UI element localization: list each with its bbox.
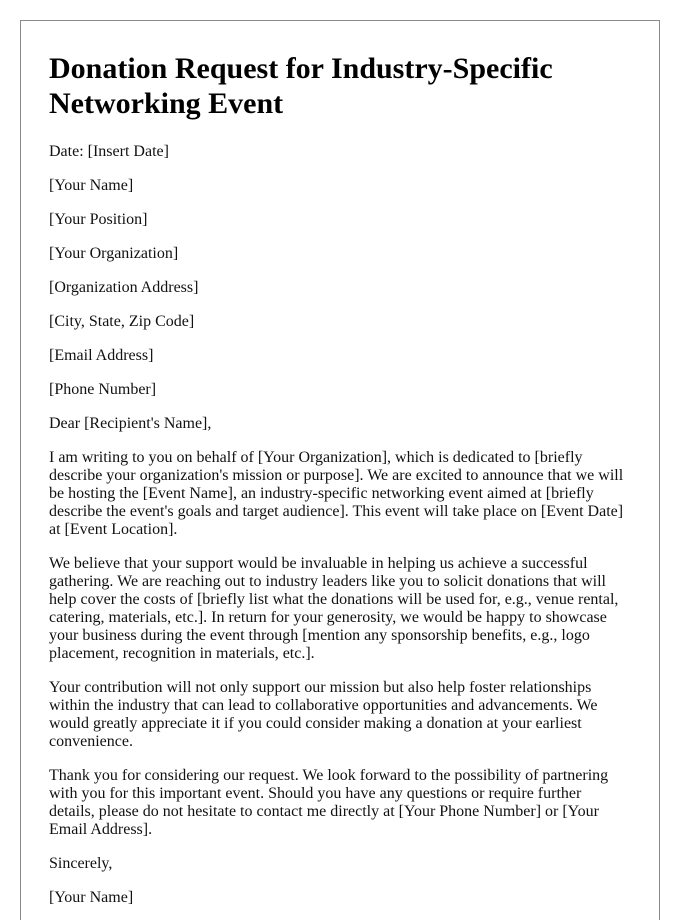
letter-page [20, 20, 660, 920]
sender-name: [Your Name] [49, 177, 134, 194]
sender-phone: [Phone Number] [49, 381, 157, 398]
body-paragraph: Your contribution will not only support our mission but also help foster relationships within the industry that can lead to collaborative opportunities and advancements. We would greatly appreciate it if you could consider making a donation at your earliest convenience. [49, 679, 598, 750]
sender-organization: [Your Organization] [49, 245, 179, 262]
body-paragraph: Thank you for considering our request. We look forward to the possibility of partnering with you for this important event. Should you have any questions or require further details, please do not hesitate to contact me directly at [Your Phone Number] or [Your Email Address]. [49, 767, 609, 838]
date-line: Date: [Insert Date] [49, 143, 169, 160]
body-paragraph: I am writing to you on behalf of [Your Organization], which is dedicated to [briefly describe your organization's mission or purpose]. We are excited to announce that we will be hosting the [Event Name], an industry-specific networking event aimed at [briefly describe the event's goals and target audience]. This event will take place on [Event Date] at [Event Location]. [49, 449, 624, 538]
closing: Sincerely, [49, 855, 113, 872]
body-paragraph: We believe that your support would be invaluable in helping us achieve a successful gathering. We are reaching out to industry leaders like you to solicit donations that will help cover the costs of [briefly list what the donations will be used for, e.g., venue rental, catering, materials, etc.]. In return for your generosity, we would be happy to showcase your business during the event through [mention any sponsorship benefits, e.g., logo placement, recognition in materials, etc.]. [49, 555, 619, 662]
sender-address: [Organization Address] [49, 279, 199, 296]
salutation: Dear [Recipient's Name], [49, 415, 212, 432]
letter-title: Donation Request for Industry-Specific Networking Event [49, 52, 553, 120]
sender-city-state-zip: [City, State, Zip Code] [49, 313, 195, 330]
signature-name: [Your Name] [49, 889, 134, 906]
letter-body [21, 21, 659, 907]
sender-email: [Email Address] [49, 347, 154, 364]
sender-position: [Your Position] [49, 211, 148, 228]
